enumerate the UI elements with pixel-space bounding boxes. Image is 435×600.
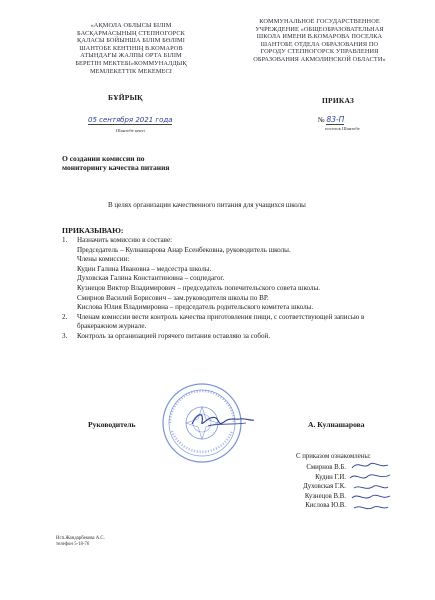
intro-paragraph: В целях организации качественного питания для учащихся школы: [108, 201, 306, 209]
order-item-1: [62, 236, 367, 313]
item-text: [77, 236, 367, 313]
footer-executor-name: Исп.Жандарбекова А.С.: [56, 536, 105, 541]
item-text: Членам комиссии вести контроль качества приготовления пищи, с соответствующей записью в бракеражном журнале.: [77, 312, 365, 331]
ack-name: Кислова Ю.В.: [305, 502, 346, 510]
header-left-line: АТЫНДАҒЫ ЖАЛПЫ ОРТА БІЛІМ: [80, 52, 182, 60]
order-number: [318, 115, 344, 124]
item-line: Председатель – Кулнашарова Анар Есенбековна, руководитель школы.: [77, 245, 291, 254]
item-line: Назначить комиссию в составе:: [77, 236, 173, 244]
place-ru: поселок Шантобе: [325, 126, 360, 131]
header-right-org: [252, 18, 387, 64]
order-item-2: [62, 313, 367, 332]
order-title-line: мониторингу качества питания: [62, 163, 170, 173]
order-number-handwritten: 83-П: [326, 115, 345, 124]
item-text: Контроль за организацией горячего питания оставляю за собой.: [77, 331, 271, 340]
order-item-3: [62, 332, 367, 342]
signature-name: А. Кулнашарова: [308, 420, 365, 429]
header-right-line: ШКОЛА ИМЕНИ В.КОМАРОВА ПОСЕЛКА: [256, 33, 383, 41]
order-number-prefix: №: [318, 116, 325, 124]
acknowledgement-heading: С приказом ознакомлены:: [296, 453, 371, 460]
signature-role: Руководитель: [88, 420, 136, 429]
item-line: Кислова Юлия Владимировна – председатель родительского комитета школы.: [77, 303, 314, 312]
item-line: Духовская Галина Константиновна – соцпедагог.: [77, 274, 225, 283]
ack-name: Смирнов В.Б.: [306, 464, 346, 471]
handwritten-date: 05 сентября 2021 года: [88, 116, 173, 124]
item-number: 2.: [62, 312, 68, 321]
header-right-line: ГОРОДУ СТЕПНОГОРСК УПРАВЛЕНИЯ: [260, 48, 379, 56]
header-left-line: МЕМЛЕКЕТТІК МЕКЕМЕСІ: [89, 67, 172, 75]
doc-type-kz: БҰЙРЫҚ: [108, 93, 143, 102]
header-right-line: УЧРЕЖДЕНИЕ «ОБЩЕОБРАЗОВАТЕЛЬНАЯ: [255, 25, 384, 33]
header-left-line: ҚАЛАСЫ БОЙЫНША БІЛІМ БӨЛІМІ: [77, 37, 185, 45]
order-items: [62, 236, 367, 342]
header-left-org: [56, 22, 206, 75]
item-line: Смирнов Василий Борисович – зам.руководителя школы по ВР.: [77, 293, 269, 302]
order-title: [62, 154, 232, 172]
footer-executor-phone: телефон 5-18-76: [56, 542, 90, 547]
place-kz: Шантобе кенті: [116, 128, 145, 133]
prikaz-heading: ПРИКАЗЫВАЮ:: [62, 226, 124, 235]
header-right-line: КОММУНАЛЬНОЕ ГОСУДАРСТВЕННОЕ: [259, 18, 380, 25]
header-right-line: ШАНТОБЕ ОТДЕЛА ОБРАЗОВАНИЯ ПО: [260, 40, 379, 48]
order-title-line: О создании комиссии по: [62, 154, 145, 163]
header-left-line: «АҚМОЛА ОБЛЫСЫ БІЛІМ: [90, 22, 172, 29]
handwritten-signature-icon: [188, 408, 258, 432]
ack-name: Кузнецов В.В.: [304, 492, 346, 500]
item-number: 1.: [62, 236, 68, 244]
footer-executor: [56, 536, 105, 548]
header-left-line: БАСҚАРМАСЫНЫҢ СТЕПНОГОРСК: [77, 29, 185, 37]
item-line: Члены комиссии:: [77, 255, 130, 264]
ack-name: Кудин Г.И.: [315, 473, 346, 481]
header-left-line: БЕРЕТІН МЕКТЕБІ»КОММУНАЛДЫҚ: [75, 59, 187, 67]
item-line: Кудин Галина Ивановна – медсестра школы.: [77, 264, 212, 273]
acknowledgement-list: [286, 463, 346, 511]
ack-signatures-icon: [348, 460, 394, 518]
item-number: 3.: [62, 331, 68, 340]
header-right-line: ОБРАЗОВАНИЯ АКМОЛИНСКОЙ ОБЛАСТИ»: [253, 55, 386, 63]
doc-type-ru: ПРИКАЗ: [322, 96, 355, 105]
header-left-line: ШАНТОБЕ КЕНТІНІҢ В.КОМАРОВ: [79, 44, 183, 52]
item-line: Кузнецов Виктор Владимирович – председатель попечительского совета школы.: [77, 283, 321, 292]
ack-name: Духовская Г.К.: [303, 483, 346, 491]
